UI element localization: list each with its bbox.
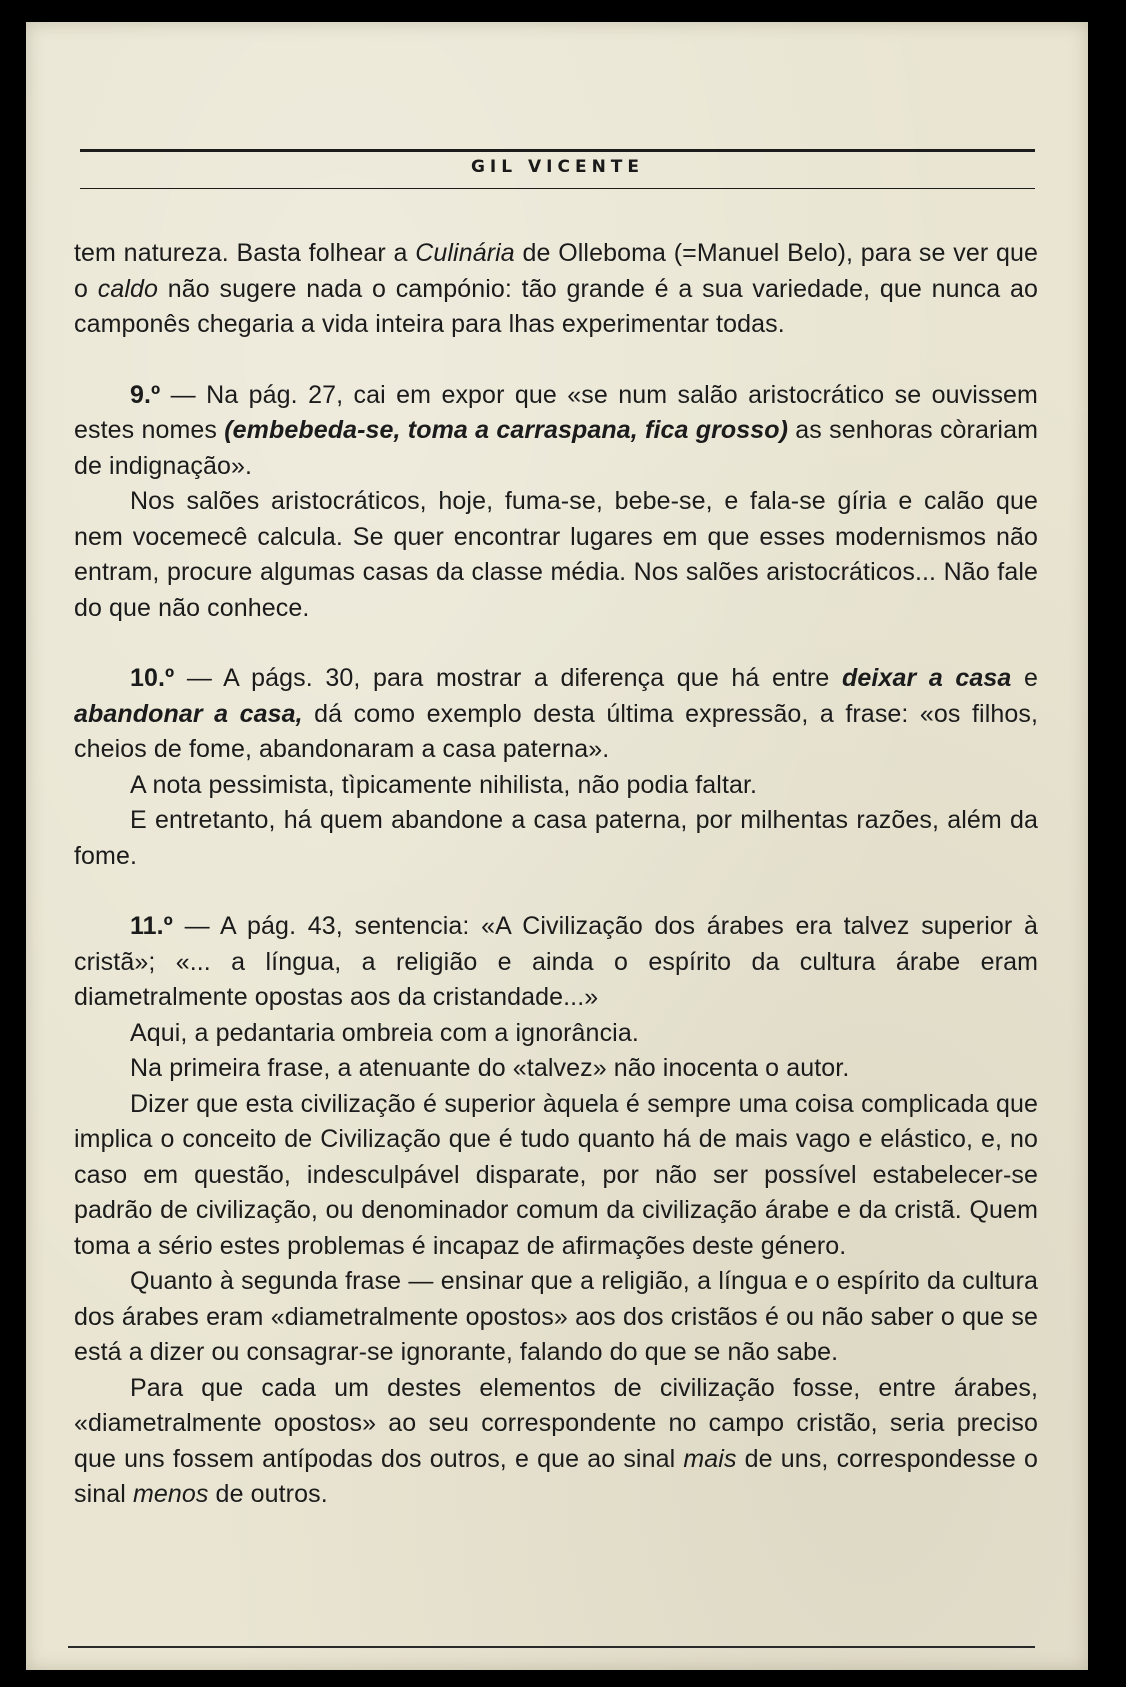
header-rule-bottom <box>80 188 1035 189</box>
paragraph-10: Dizer que esta civilização é superior àquela é sempre uma coisa complicada que implica o conceito de Civilização que é tudo quanto há de mais vago e elástico, e, no caso em questão, indesculpável disparate, por não ser possível estabelecer-se padrão de civilização, ou denominador comum da civilização árabe e da cristã. Quem toma a sério estes problemas é incapaz de afirmações deste género. <box>74 1089 1038 1260</box>
paragraph-6: E entretanto, há quem abandone a casa paterna, por milhentas razões, além da fome. <box>74 806 1038 870</box>
paragraph-3: Nos salões aristocráticos, hoje, fuma-se, bebe-se, e fala-se gíria e calão que nem vocemecê calcula. Se quer encontrar lugares em que esses modernismos não entram, procure algumas casas da classe média. Nos salões aristocráticos... Não fale do que não conhece. <box>74 487 1038 622</box>
paragraph-11: Quanto à segunda frase — ensinar que a religião, a língua e o espírito da cultura dos árabes eram «diametralmente opostos» aos dos cristãos é ou não saber o que se está a dizer ou consagrar-se ignorante, falando do que se não sabe. <box>74 1267 1038 1366</box>
paragraph-12: Para que cada um destes elementos de civilização fosse, entre árabes, «diametralmente opostos» ao seu correspondente no campo cristão, seria preciso que uns fossem antípodas dos outros, e que ao sinal mais de uns, correspondesse o sinal menos de outros. <box>74 1373 1038 1508</box>
italic-phrase: deixar a casa <box>842 664 1012 692</box>
paragraph-item-10: 10.º — A págs. 30, para mostrar a diferença que há entre deixar a casa e abandonar a casa, dá como exemplo desta última expressão, a frase: «os filhos, cheios de fome, abandonaram a casa paterna». <box>74 664 1038 763</box>
paragraph-item-11: 11.º — A pág. 43, sentencia: «A Civilização dos árabes era talvez superior à cristã»; «... a língua, a religião e ainda o espírito da cultura árabe eram diametralmente opostas aos da cristandade...» <box>74 912 1038 1011</box>
quoted-expressions: (embebeda-se, toma a carraspana, fica grosso) <box>224 416 789 444</box>
header-rule-top <box>80 149 1035 152</box>
running-title: GIL VICENTE <box>470 157 645 177</box>
paragraph-item-9: 9.º — Na pág. 27, cai em expor que «se num salão aristocrático se ouvissem estes nomes (embebeda-se, toma a carraspana, fica grosso) as senhoras còrariam de indignação». <box>74 380 1038 480</box>
item-number: 9.º <box>130 380 161 409</box>
italic-word: menos <box>132 1480 209 1508</box>
italic-word: mais <box>683 1444 737 1473</box>
paragraph-8: Aqui, a pedantaria ombreia com a ignorância. <box>130 1018 639 1047</box>
paragraph-5: A nota pessimista, tìpicamente nihilista, não podia faltar. <box>130 770 758 799</box>
paragraph-9: Na primeira frase, a atenuante do «talvez» não inocenta o autor. <box>130 1054 850 1082</box>
italic-phrase: abandonar a casa, <box>74 699 303 728</box>
italic-word: caldo <box>97 274 158 303</box>
paragraph-1: tem natureza. Basta folhear a Culinária de Olleboma (=Manuel Belo), para se ver que o caldo não sugere nada o campónio: tão grande é a sua variedade, que nunca ao camponês chegaria a vida inteira para lhas experimentar todas. <box>74 239 1038 338</box>
body-text <box>74 236 1038 1513</box>
footer-rule <box>68 1646 1035 1648</box>
item-number: 11.º <box>130 912 173 940</box>
item-number: 10.º <box>130 664 175 692</box>
book-title: Culinária <box>415 239 515 267</box>
